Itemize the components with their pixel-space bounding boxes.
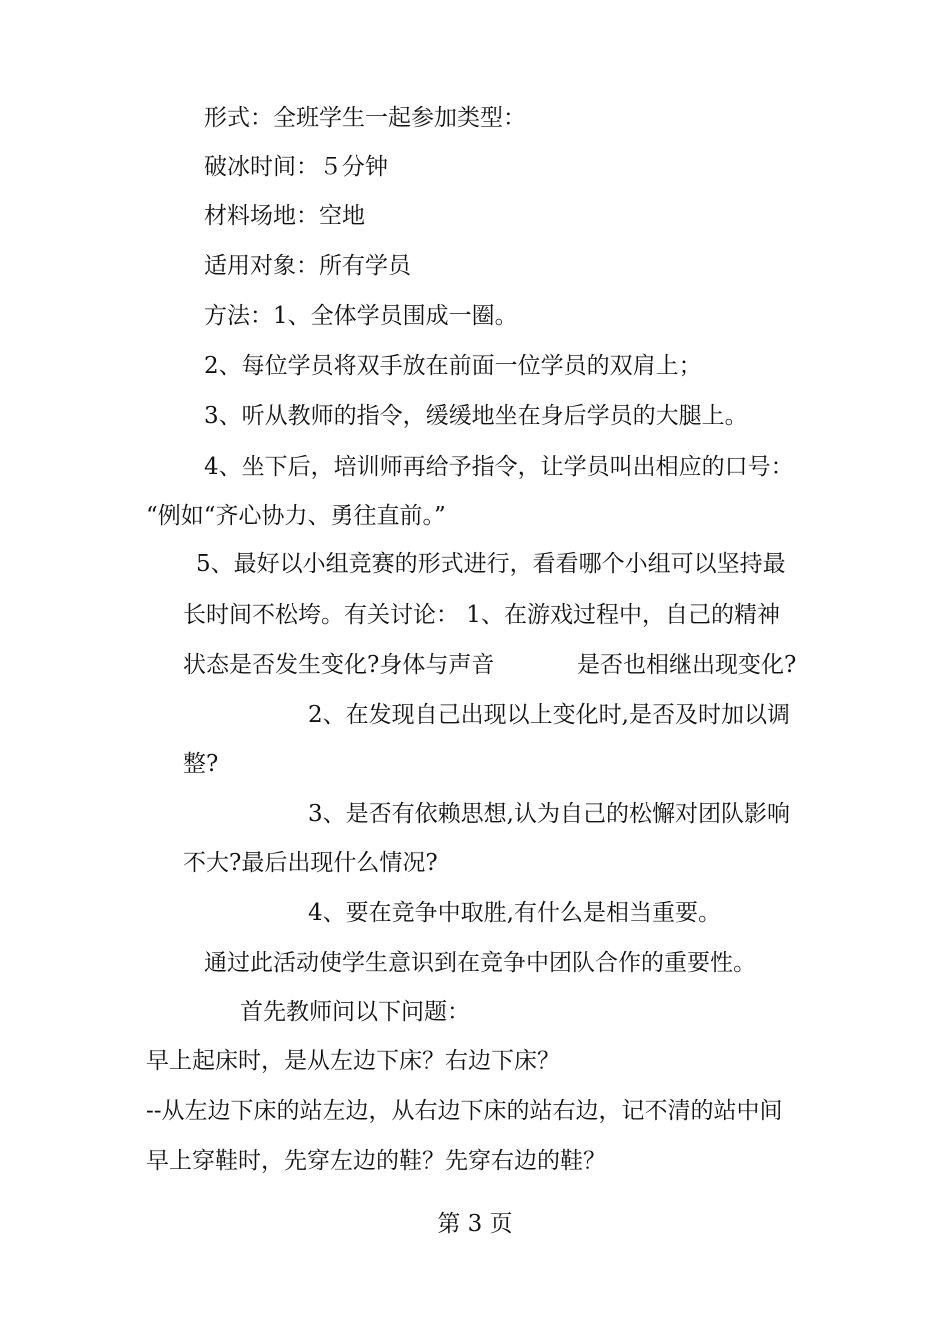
- text-line-12b: 是否也相继出现变化?: [577, 652, 797, 678]
- text-line-13: 2、在发现自己出现以上变化时,是否及时加以调: [308, 702, 790, 728]
- text-line-12a: 状态是否发生变化?身体与声音: [183, 652, 495, 678]
- text-line-1: 形式：全班学生一起参加类型：: [204, 105, 526, 131]
- text-line-18: 通过此活动使学生意识到在竞争中团队合作的重要性。: [204, 950, 756, 976]
- text-line-21: --从左边下床的站左边，从右边下床的站右边，记不清的站中间: [146, 1098, 783, 1124]
- text-line-7: 3、听从教师的指令，缓缓地坐在身后学员的大腿上。: [204, 403, 748, 429]
- text-line-9: “例如“齐心协力、勇往直前。”: [146, 503, 446, 529]
- text-line-22: 早上穿鞋时，先穿左边的鞋？先穿右边的鞋？: [146, 1148, 606, 1174]
- text-line-14: 整?: [183, 751, 219, 777]
- page-number: 第 3 页: [437, 1211, 513, 1237]
- text-line-8: 4、坐下后，培训师再给予指令，让学员叫出相应的口号：: [204, 454, 794, 480]
- text-line-20: 早上起床时，是从左边下床？右边下床？: [146, 1048, 560, 1074]
- text-line-6: 2、每位学员将双手放在前面一位学员的双肩上；: [204, 353, 702, 379]
- text-line-16: 不大?最后出现什么情况?: [183, 850, 438, 876]
- text-line-11: 长时间不松垮。有关讨论： 1、在游戏过程中，自己的精神: [183, 602, 780, 628]
- text-line-3: 材料场地：空地: [204, 203, 365, 229]
- text-line-2: 破冰时间：５分钟: [204, 154, 388, 180]
- text-line-4: 适用对象：所有学员: [204, 253, 411, 279]
- text-line-19: 首先教师问以下问题：: [240, 999, 470, 1025]
- text-line-5: 方法：1、全体学员围成一圈。: [204, 303, 518, 329]
- text-line-10: 5、最好以小组竞赛的形式进行，看看哪个小组可以坚持最: [196, 551, 786, 577]
- text-line-17: 4、要在竞争中取胜,有什么是相当重要。: [308, 900, 721, 926]
- text-line-15: 3、是否有依赖思想,认为自己的松懈对团队影响: [308, 801, 790, 827]
